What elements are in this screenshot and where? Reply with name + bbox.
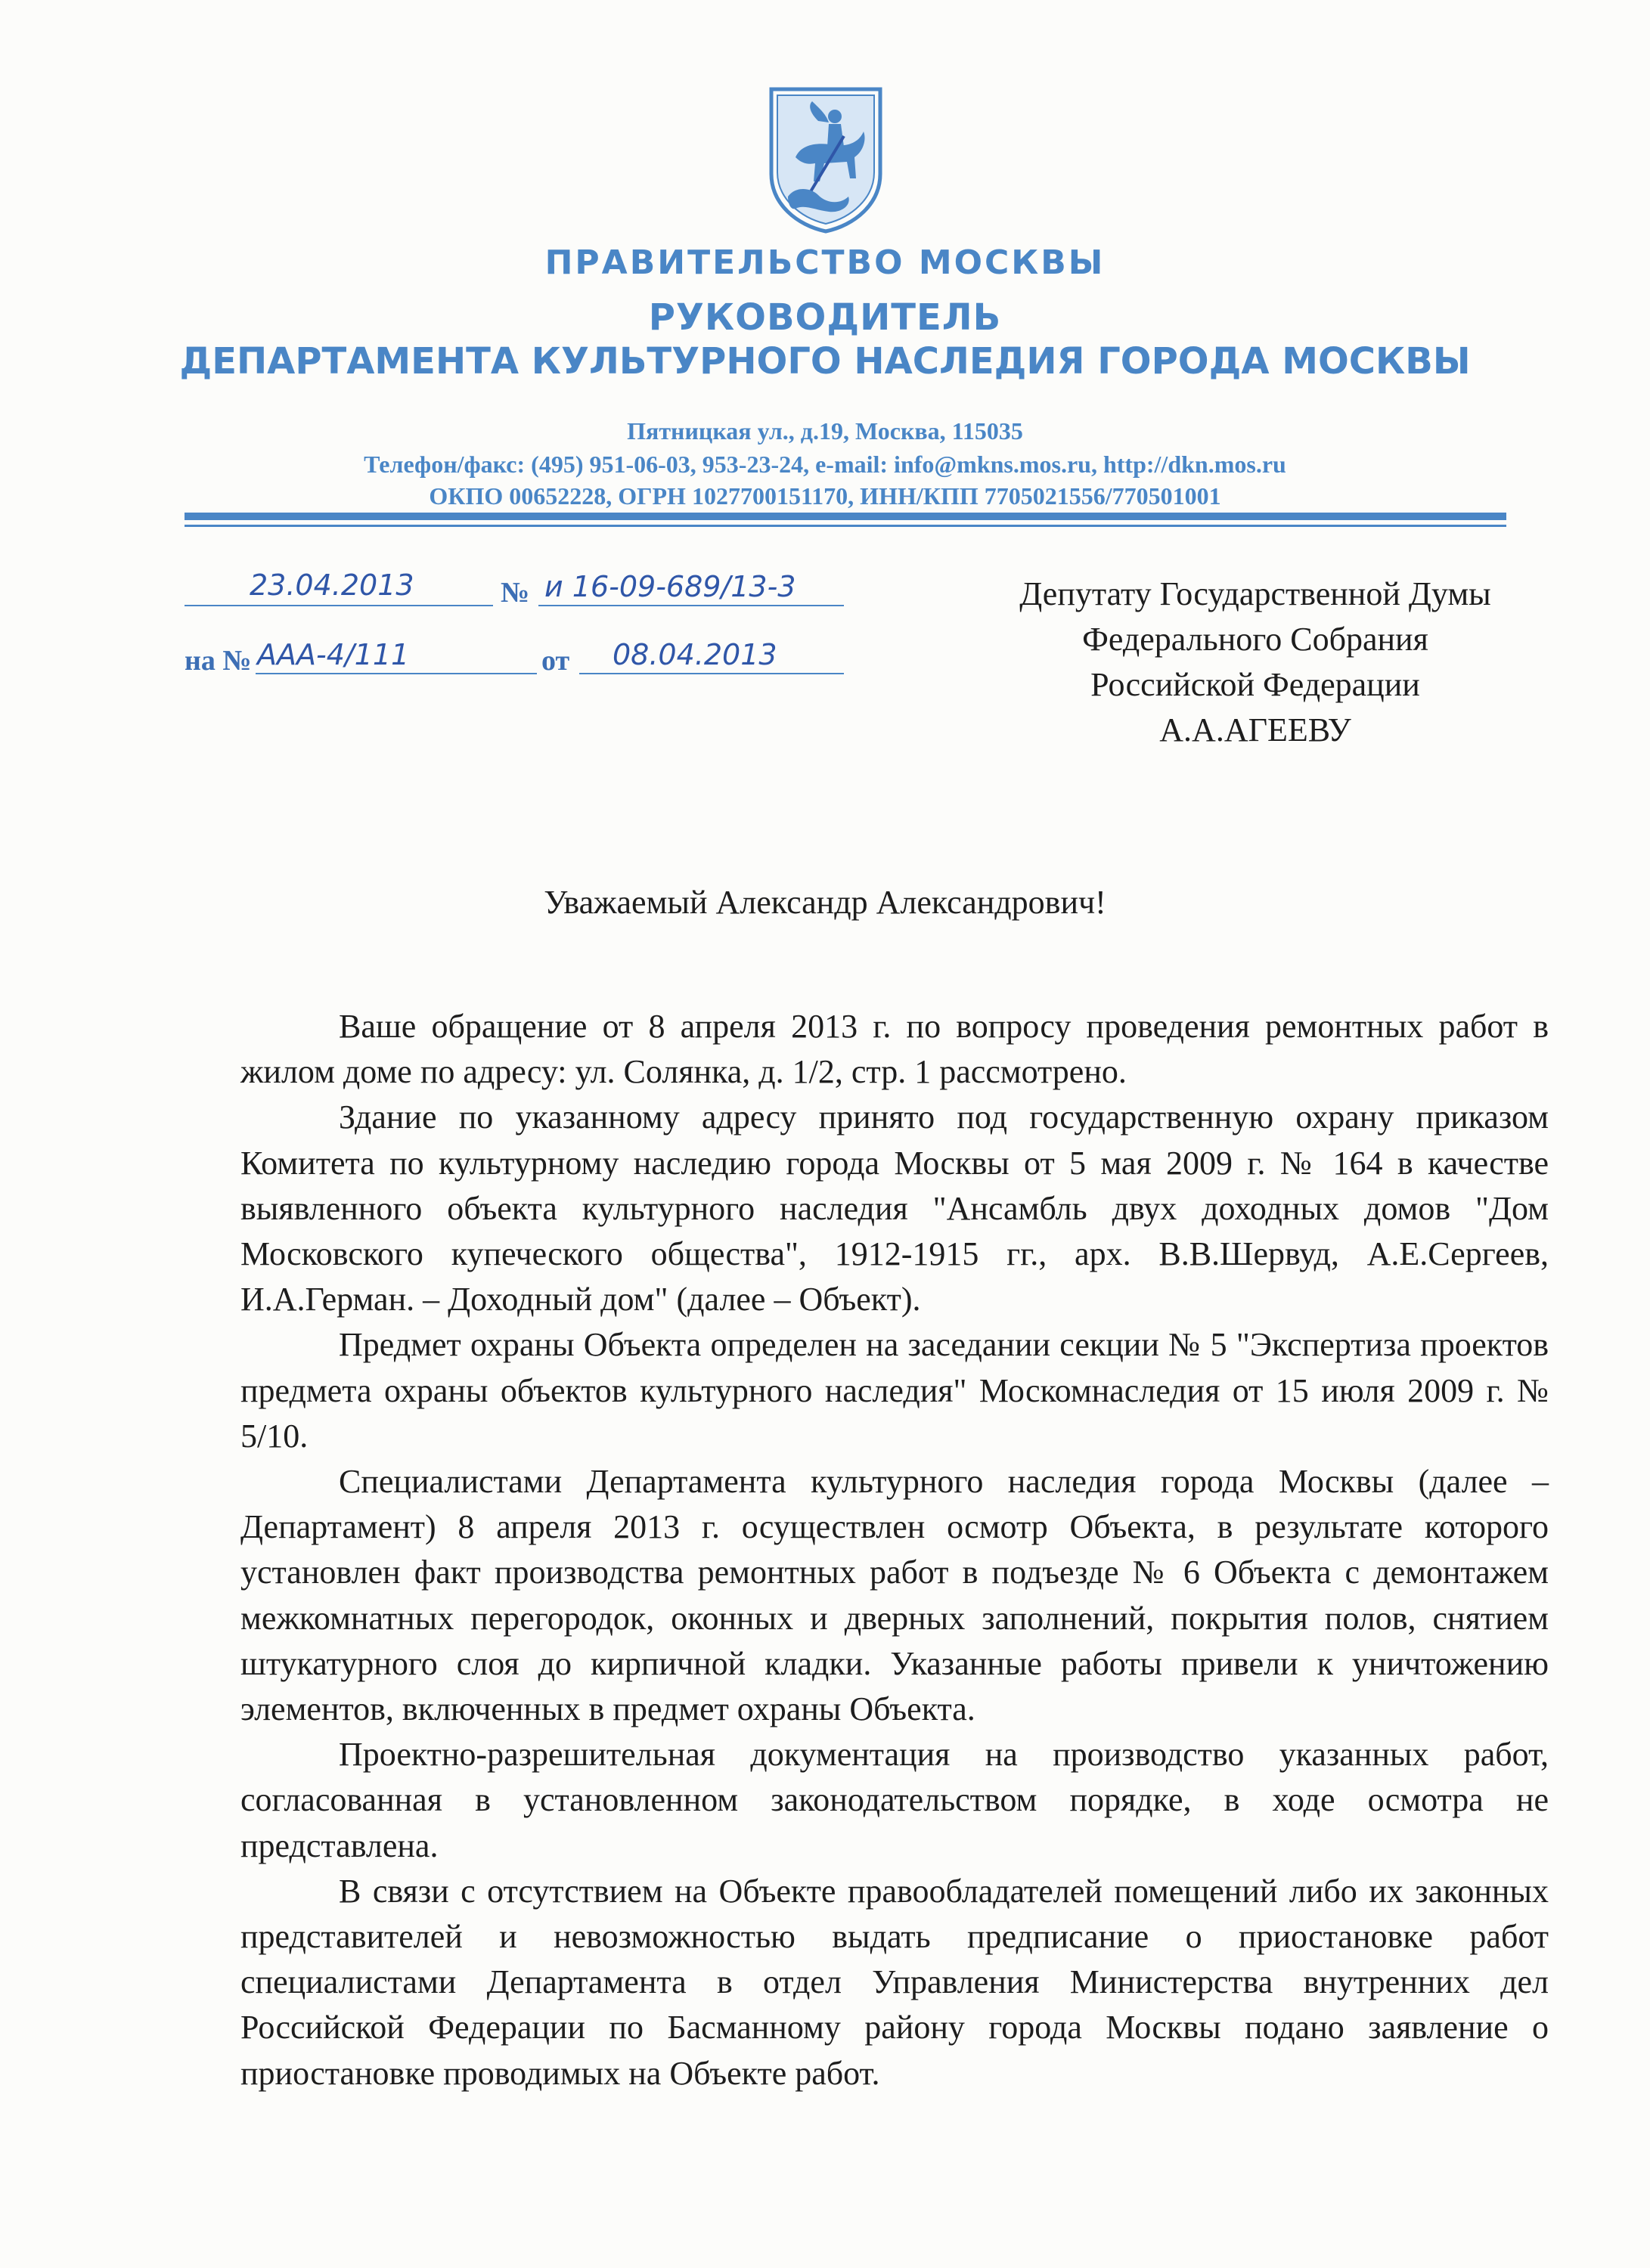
outgoing-date: 23.04.2013 bbox=[250, 569, 414, 602]
letterhead-rule-thin bbox=[185, 525, 1506, 527]
body-paragraph: В связи с отсутствием на Объекте правообладателей помещений либо их законных представителей и невозможностью выдать предписание о приостановке работ специалистами Департамента в отдел Управления Министерства внутренних дел Российской Федерации по Басманному району города Москвы подано заявление о приостановке проводимых на Объекте работ. bbox=[240, 1872, 1549, 2092]
outgoing-number-label: № bbox=[501, 577, 530, 609]
outgoing-number-line bbox=[538, 605, 844, 606]
department-title: ДЕПАРТАМЕНТА КУЛЬТУРНОГО НАСЛЕДИЯ ГОРОДА МОСКВЫ bbox=[179, 340, 1471, 383]
reply-to-date-line bbox=[579, 673, 844, 674]
addressee-line: Федерального Собрания bbox=[1082, 621, 1428, 658]
outgoing-date-line bbox=[185, 605, 493, 606]
addressee-block bbox=[953, 572, 1558, 753]
addressee-line: Депутату Государственной Думы bbox=[1019, 575, 1491, 612]
letter-body bbox=[240, 1004, 1549, 2096]
department-codes: ОКПО 00652228, ОГРН 1027700151170, ИНН/КПП 7705021556/770501001 bbox=[429, 482, 1221, 510]
letterhead-rule-thick bbox=[185, 513, 1506, 520]
reply-to-number: ААА-4/111 bbox=[257, 638, 410, 671]
reply-to-date: 08.04.2013 bbox=[613, 638, 777, 671]
government-title: ПРАВИТЕЛЬСТВО МОСКВЫ bbox=[544, 243, 1106, 282]
reply-to-date-label: от bbox=[541, 645, 570, 677]
addressee-line: А.А.АГЕЕВУ bbox=[1159, 711, 1351, 748]
outgoing-number: и 16-09-689/13-3 bbox=[544, 570, 796, 603]
moscow-coat-of-arms-icon bbox=[765, 83, 886, 234]
addressee-line: Российской Федерации bbox=[1090, 666, 1420, 703]
body-paragraph: Предмет охраны Объекта определен на заседании секции № 5 "Экспертиза проектов предмета охраны объектов культурного наследия" Москомнаследия от 15 июля 2009 г. № 5/10. bbox=[240, 1326, 1549, 1455]
reply-to-number-line bbox=[256, 673, 537, 674]
body-paragraph: Специалистами Департамента культурного наследия города Москвы (далее – Департамент) 8 апреля 2013 г. осуществлен осмотр Объекта, в результате которого установлен факт производства ремонтных работ в подъезде № 6 Объекта с демонтажем межкомнатных перегородок, оконных и дверных заполнений, покрытия полов, снятием штукатурного слоя до кирпичной кладки. Указанные работы привели к уничтожению элементов, включенных в предмет охраны Объекта. bbox=[240, 1463, 1549, 1728]
head-title: РУКОВОДИТЕЛЬ bbox=[648, 296, 1002, 339]
body-paragraph: Ваше обращение от 8 апреля 2013 г. по вопросу проведения ремонтных работ в жилом доме по адресу: ул. Солянка, д. 1/2, стр. 1 рассмотрено. bbox=[240, 1008, 1549, 1091]
body-paragraph: Здание по указанному адресу принято под государственную охрану приказом Комитета по культурному наследию города Москвы от 5 мая 2009 г. № 164 в качестве выявленного объекта культурного наследия "Ансамбль двух доходных домов "Дом Московского купеческого общества", 1912-1915 гг., арх. В.В.Шервуд, А.Е.Сергеев, И.А.Герман. – Доходный дом" (далее – Объект). bbox=[240, 1098, 1549, 1318]
salutation: Уважаемый Александр Александрович! bbox=[544, 884, 1106, 921]
department-address: Пятницкая ул., д.19, Москва, 115035 bbox=[627, 417, 1023, 445]
department-phones: Телефон/факс: (495) 951-06-03, 953-23-24, e-mail: info@mkns.mos.ru, http://dkn.mos.ru bbox=[364, 451, 1286, 478]
reply-to-number-label: на № bbox=[185, 645, 252, 677]
body-paragraph: Проектно-разрешительная документация на производство указанных работ, согласованная в установленном законодательством порядке, в ходе осмотра не представлена. bbox=[240, 1736, 1549, 1864]
